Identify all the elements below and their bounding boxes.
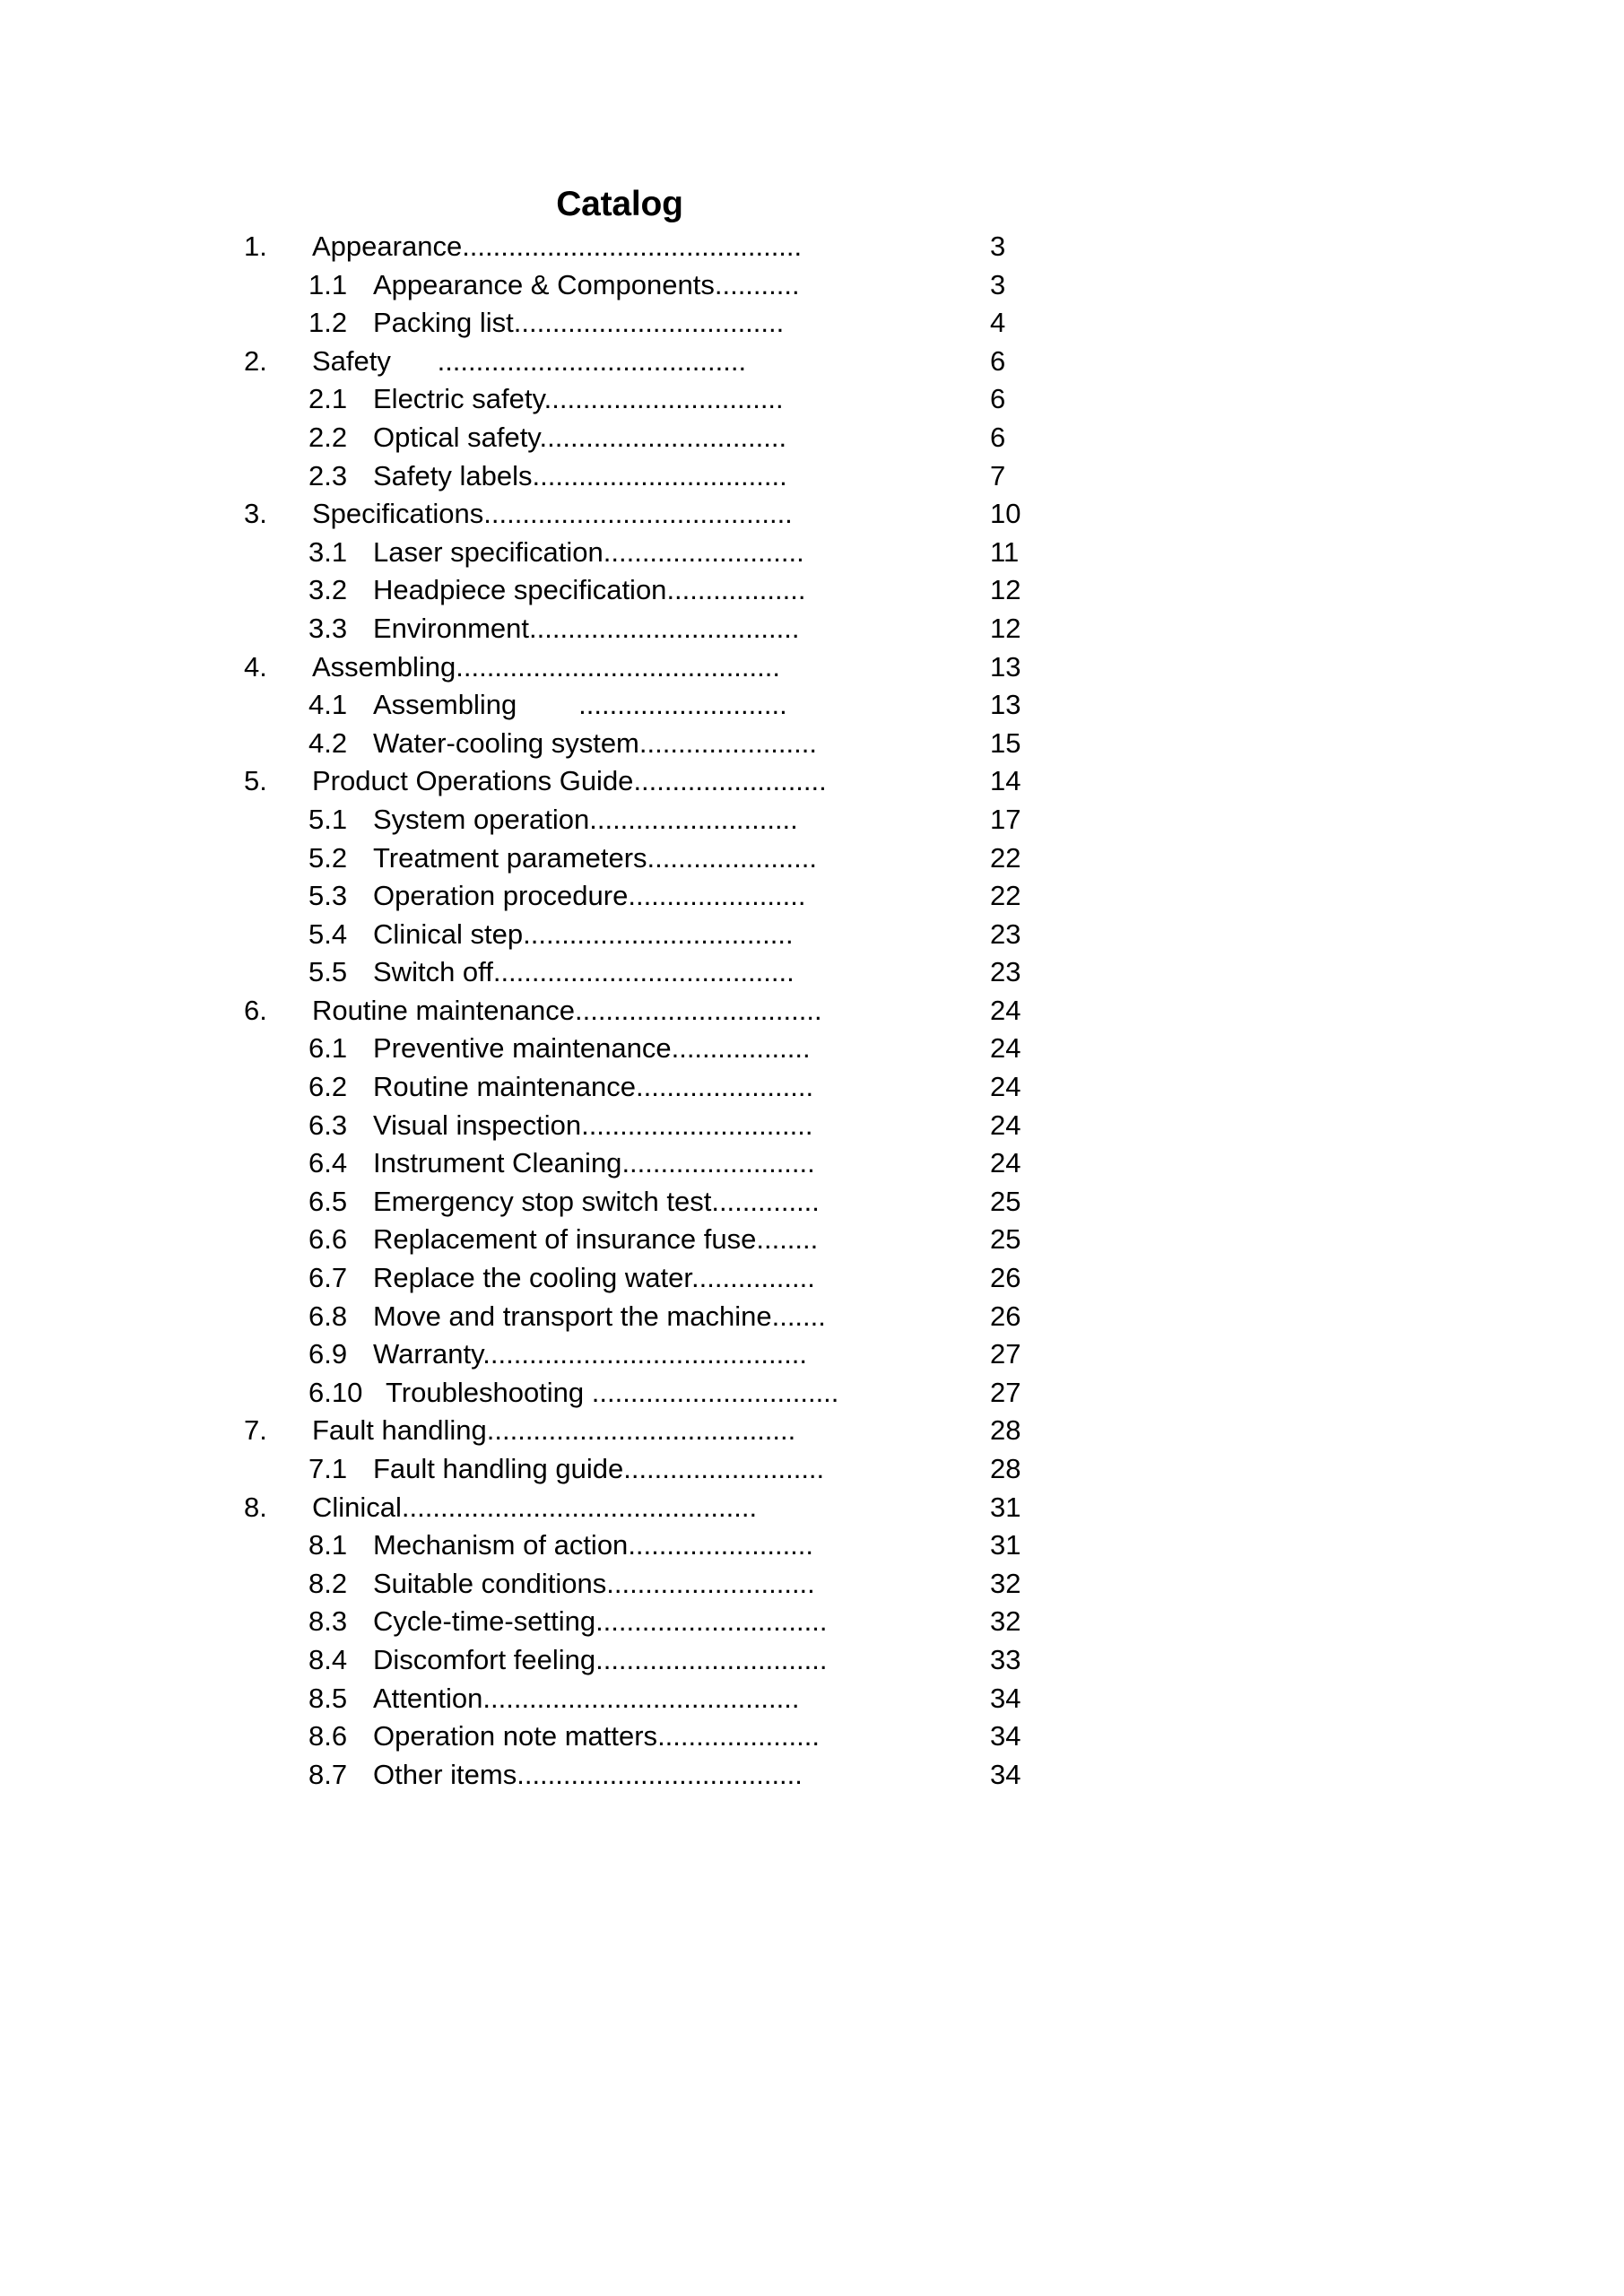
toc-entry-label: Electric safety bbox=[373, 383, 544, 415]
toc-entry-dot-leader: ..................................... bbox=[517, 1758, 803, 1790]
toc-entry-number: 4.1 bbox=[308, 689, 348, 721]
toc-entry-text bbox=[373, 686, 787, 725]
toc-entry-page-number: 26 bbox=[990, 1300, 1021, 1332]
toc-entry-label: Emergency stop switch test bbox=[373, 1185, 712, 1217]
toc-entry-page-number: 13 bbox=[990, 650, 1021, 683]
toc-entry-text bbox=[373, 457, 787, 496]
toc-entry-number: 6.8 bbox=[308, 1300, 348, 1332]
toc-entry[interactable] bbox=[244, 495, 1141, 534]
toc-entry-text bbox=[373, 1680, 800, 1718]
toc-entry-page-number: 14 bbox=[990, 765, 1021, 797]
toc-entry-dot-leader: ........................................ bbox=[486, 1414, 796, 1447]
toc-entry-label: Warranty bbox=[373, 1338, 483, 1370]
toc-entry-text bbox=[312, 228, 802, 266]
toc-entry-label: Optical safety bbox=[373, 421, 540, 453]
toc-entry-page-number: 25 bbox=[990, 1223, 1021, 1256]
toc-entry[interactable] bbox=[244, 686, 1141, 725]
toc-entry-number: 2.3 bbox=[308, 459, 348, 491]
toc-entry-label: Clinical bbox=[312, 1491, 402, 1523]
toc-entry-label: Packing list bbox=[373, 307, 514, 339]
toc-entry-text bbox=[373, 1603, 827, 1641]
toc-entry-page-number: 32 bbox=[990, 1567, 1021, 1599]
toc-entry-label: Laser specification bbox=[373, 535, 604, 568]
toc-entry[interactable] bbox=[244, 610, 1141, 648]
toc-entry-label: Routine maintenance bbox=[312, 994, 575, 1026]
toc-entry-number: 5. bbox=[244, 765, 267, 797]
toc-entry-dot-leader: ......................... bbox=[633, 765, 827, 797]
toc-entry[interactable] bbox=[244, 304, 1141, 343]
toc-entry-text bbox=[386, 1374, 838, 1413]
toc-entry-dot-leader: ................................... bbox=[523, 918, 794, 950]
toc-entry-number: 6.2 bbox=[308, 1071, 348, 1103]
toc-entry-text bbox=[373, 610, 799, 648]
toc-entry-dot-leader: ....................................... bbox=[492, 956, 795, 988]
toc-entry-page-number: 28 bbox=[990, 1414, 1021, 1447]
toc-entry-dot-leader: ....... bbox=[771, 1300, 826, 1332]
toc-entry[interactable] bbox=[244, 419, 1141, 457]
toc-entry-text bbox=[373, 801, 798, 839]
toc-entry-dot-leader: ................................. bbox=[532, 459, 787, 491]
toc-entry[interactable] bbox=[244, 1259, 1141, 1298]
toc-entry-number: 6.6 bbox=[308, 1223, 348, 1256]
toc-entry-text bbox=[373, 725, 817, 763]
toc-entry-page-number: 24 bbox=[990, 1032, 1021, 1065]
toc-entry-label: Cycle-time-setting bbox=[373, 1605, 596, 1638]
toc-entry-label: Fault handling guide bbox=[373, 1453, 624, 1484]
toc-entry-text bbox=[373, 877, 805, 916]
toc-entry-number: 5.1 bbox=[308, 803, 348, 835]
toc-entry[interactable] bbox=[244, 534, 1141, 572]
toc-entry-gap bbox=[517, 689, 578, 720]
toc-entry-dot-leader: .......................................... bbox=[482, 1338, 808, 1370]
toc-entry-page-number: 12 bbox=[990, 574, 1021, 606]
toc-entry-text bbox=[373, 1221, 818, 1259]
toc-entry-text bbox=[373, 1450, 824, 1489]
toc-entry-page-number: 10 bbox=[990, 498, 1021, 530]
toc-entry-label: Environment bbox=[373, 612, 530, 644]
toc-entry-number: 1.2 bbox=[308, 307, 348, 339]
toc-entry-label: Operation procedure bbox=[373, 880, 629, 912]
toc-entry[interactable] bbox=[244, 839, 1141, 878]
toc-entry-page-number: 24 bbox=[990, 1147, 1021, 1179]
toc-entry[interactable] bbox=[244, 648, 1141, 687]
toc-entry-label: Fault handling bbox=[312, 1414, 487, 1447]
toc-entry-text bbox=[373, 266, 800, 305]
toc-entry-page-number: 6 bbox=[990, 383, 1006, 415]
toc-entry-text bbox=[373, 1526, 813, 1565]
toc-entry-gap bbox=[391, 345, 438, 377]
toc-entry-label: Assembling bbox=[373, 689, 517, 721]
toc-entry-dot-leader: ........... bbox=[714, 268, 800, 300]
toc-entry-text bbox=[373, 1259, 815, 1298]
toc-entry-dot-leader: ...................... bbox=[647, 841, 818, 874]
toc-entry-page-number: 31 bbox=[990, 1491, 1021, 1523]
toc-entry-page-number: 6 bbox=[990, 344, 1006, 377]
toc-entry-label: Attention bbox=[373, 1682, 483, 1714]
toc-entry-page-number: 34 bbox=[990, 1682, 1021, 1714]
toc-entry-number: 6.1 bbox=[308, 1032, 348, 1065]
toc-entry-number: 8.5 bbox=[308, 1682, 348, 1714]
toc-entry-page-number: 34 bbox=[990, 1758, 1021, 1790]
toc-entry-number: 3.1 bbox=[308, 535, 348, 568]
toc-entry-number: 7.1 bbox=[308, 1453, 348, 1484]
toc-entry-text bbox=[373, 419, 786, 457]
toc-entry[interactable] bbox=[244, 1756, 1141, 1795]
toc-entry[interactable] bbox=[244, 801, 1141, 839]
toc-entry-label: Instrument Cleaning bbox=[373, 1147, 622, 1179]
toc-entry-number: 6.4 bbox=[308, 1147, 348, 1179]
toc-entry[interactable] bbox=[244, 1298, 1141, 1336]
toc-entry-number: 2. bbox=[244, 344, 267, 377]
toc-entry-label: Headpiece specification bbox=[373, 574, 667, 606]
toc-entry-dot-leader: ................................ bbox=[539, 421, 787, 453]
toc-entry-number: 3. bbox=[244, 498, 267, 530]
toc-entry-dot-leader: ........................ bbox=[628, 1529, 814, 1561]
toc-entry-text bbox=[373, 571, 805, 610]
toc-entry-dot-leader: ................................ bbox=[574, 994, 822, 1026]
toc-entry-dot-leader: .............................. bbox=[595, 1643, 828, 1675]
toc-entry-page-number: 24 bbox=[990, 994, 1021, 1026]
toc-entry[interactable] bbox=[244, 992, 1141, 1031]
toc-entry-dot-leader: .................. bbox=[671, 1032, 811, 1065]
toc-entry-text bbox=[373, 1718, 820, 1756]
toc-entry-number: 3.3 bbox=[308, 612, 348, 644]
toc-entry[interactable] bbox=[244, 1107, 1141, 1145]
toc-entry-label: System operation bbox=[373, 803, 590, 835]
toc-entry-text bbox=[373, 1107, 812, 1145]
toc-entry-page-number: 7 bbox=[990, 459, 1006, 491]
toc-entry-dot-leader: .......................... bbox=[623, 1453, 825, 1484]
toc-entry-dot-leader: ......................... bbox=[621, 1147, 815, 1179]
toc-entry[interactable] bbox=[244, 1450, 1141, 1489]
toc-entry[interactable] bbox=[244, 877, 1141, 916]
toc-entry-number: 1. bbox=[244, 230, 267, 262]
toc-entry-label: Suitable conditions bbox=[373, 1567, 607, 1599]
toc-entry-number: 2.1 bbox=[308, 383, 348, 415]
toc-entry[interactable] bbox=[244, 380, 1141, 419]
toc-entry-page-number: 31 bbox=[990, 1529, 1021, 1561]
toc-entry-number: 8.7 bbox=[308, 1758, 348, 1790]
toc-entry-page-number: 25 bbox=[990, 1185, 1021, 1217]
toc-entry-label: Routine maintenance bbox=[373, 1071, 636, 1103]
toc-entry-label: Preventive maintenance bbox=[373, 1032, 672, 1065]
toc-entry-page-number: 3 bbox=[990, 268, 1006, 300]
toc-entry-label: Safety labels bbox=[373, 459, 533, 491]
toc-entry-dot-leader: ..................... bbox=[657, 1720, 820, 1752]
toc-entry[interactable] bbox=[244, 1641, 1141, 1680]
toc-entry[interactable] bbox=[244, 1526, 1141, 1565]
toc-entry[interactable] bbox=[244, 457, 1141, 496]
toc-entry-label: Move and transport the machine bbox=[373, 1300, 772, 1332]
toc-entry-text bbox=[373, 1068, 813, 1107]
toc-entry-number: 8.2 bbox=[308, 1567, 348, 1599]
toc-entry[interactable] bbox=[244, 1144, 1141, 1183]
toc-entry-number: 2.2 bbox=[308, 421, 348, 453]
toc-entry-dot-leader: .................. bbox=[666, 574, 806, 606]
toc-entry-page-number: 4 bbox=[990, 307, 1006, 339]
toc-entry-dot-leader: ................ bbox=[691, 1262, 815, 1294]
toc-entry-text bbox=[373, 1183, 820, 1222]
toc-entry-page-number: 34 bbox=[990, 1720, 1021, 1752]
toc-entry-text bbox=[312, 343, 746, 381]
toc-entry-label: Assembling bbox=[312, 650, 456, 683]
toc-entry-page-number: 17 bbox=[990, 803, 1021, 835]
toc-entry-dot-leader: ....................... bbox=[628, 880, 806, 912]
toc-entry-page-number: 22 bbox=[990, 880, 1021, 912]
toc-entry-text bbox=[373, 534, 804, 572]
toc-entry-dot-leader: ................................... bbox=[529, 612, 800, 644]
toc-entry[interactable] bbox=[244, 1718, 1141, 1756]
toc-entry[interactable] bbox=[244, 1603, 1141, 1641]
toc-entry-number: 5.5 bbox=[308, 956, 348, 988]
toc-entry[interactable] bbox=[244, 1030, 1141, 1068]
toc-entry-page-number: 27 bbox=[990, 1338, 1021, 1370]
toc-entry-label: Other items bbox=[373, 1758, 517, 1790]
toc-entry-label: Troubleshooting bbox=[386, 1376, 585, 1408]
toc-entry-page-number: 33 bbox=[990, 1643, 1021, 1675]
toc-entry-dot-leader: .......................................... bbox=[456, 650, 780, 683]
toc-entry[interactable] bbox=[244, 343, 1141, 381]
toc-entry-number: 6. bbox=[244, 994, 267, 1026]
toc-entry-page-number: 24 bbox=[990, 1071, 1021, 1103]
toc-entry-number: 3.2 bbox=[308, 574, 348, 606]
toc-entry-page-number: 27 bbox=[990, 1376, 1021, 1408]
toc-entry-dot-leader: .............. bbox=[711, 1185, 820, 1217]
toc-entry-number: 8.4 bbox=[308, 1643, 348, 1675]
toc-entry-text bbox=[312, 495, 793, 534]
toc-entry-dot-leader: .............................. bbox=[595, 1605, 828, 1638]
toc-entry-page-number: 32 bbox=[990, 1605, 1021, 1638]
toc-entry-page-number: 26 bbox=[990, 1262, 1021, 1294]
page-title: Catalog bbox=[556, 185, 683, 223]
toc-entry-number: 7. bbox=[244, 1414, 267, 1447]
toc-entry-page-number: 28 bbox=[990, 1453, 1021, 1484]
toc-entry-page-number: 13 bbox=[990, 689, 1021, 721]
toc-entry[interactable] bbox=[244, 953, 1141, 992]
toc-entry-label: Specifications bbox=[312, 498, 484, 530]
toc-entry[interactable] bbox=[244, 916, 1141, 954]
toc-entry-page-number: 23 bbox=[990, 918, 1021, 950]
toc-entry-label: Appearance bbox=[312, 230, 463, 262]
toc-entry-page-number: 24 bbox=[990, 1109, 1021, 1141]
toc-entry-text bbox=[373, 1641, 827, 1680]
toc-entry[interactable] bbox=[244, 1068, 1141, 1107]
toc-entry[interactable] bbox=[244, 1680, 1141, 1718]
toc-entry-dot-leader: .............................................. bbox=[401, 1491, 758, 1523]
toc-entry-label: Appearance & Components bbox=[373, 268, 715, 300]
toc-entry[interactable] bbox=[244, 1489, 1141, 1527]
toc-entry-label: Replace the cooling water bbox=[373, 1262, 692, 1294]
table-of-contents-list bbox=[244, 228, 1141, 1794]
toc-entry-dot-leader: .......................... bbox=[603, 535, 804, 568]
toc-entry-text bbox=[373, 1030, 811, 1068]
toc-entry[interactable] bbox=[244, 762, 1141, 801]
toc-entry-text bbox=[373, 916, 794, 954]
toc-entry-page-number: 12 bbox=[990, 612, 1021, 644]
toc-entry-dot-leader: ....................... bbox=[635, 1071, 814, 1103]
toc-entry-page-number: 3 bbox=[990, 230, 1006, 262]
toc-entry[interactable] bbox=[244, 1374, 1141, 1413]
toc-entry-dot-leader: ......................................... bbox=[482, 1682, 800, 1714]
toc-entry-text bbox=[373, 380, 784, 419]
toc-entry-number: 8.6 bbox=[308, 1720, 348, 1752]
toc-entry-number: 8. bbox=[244, 1491, 267, 1523]
toc-entry-dot-leader: ........................................ bbox=[437, 344, 747, 377]
toc-entry-number: 4. bbox=[244, 650, 267, 683]
toc-entry-number: 4.2 bbox=[308, 726, 348, 759]
toc-entry-dot-leader: ........................................ bbox=[483, 498, 793, 530]
toc-entry[interactable] bbox=[244, 725, 1141, 763]
toc-entry-number: 5.4 bbox=[308, 918, 348, 950]
toc-entry-number: 8.3 bbox=[308, 1605, 348, 1638]
toc-entry-page-number: 6 bbox=[990, 421, 1006, 453]
toc-entry-dot-leader: ................................... bbox=[513, 307, 785, 339]
toc-entry-label: Water-cooling system bbox=[373, 726, 639, 759]
toc-entry-number: 1.1 bbox=[308, 268, 348, 300]
toc-entry-label: Switch off bbox=[373, 956, 493, 988]
toc-entry-label: Visual inspection bbox=[373, 1109, 582, 1141]
toc-entry-page-number: 11 bbox=[990, 535, 1020, 568]
toc-entry-page-number: 15 bbox=[990, 726, 1021, 759]
toc-entry[interactable] bbox=[244, 266, 1141, 305]
toc-entry-label: Mechanism of action bbox=[373, 1529, 629, 1561]
toc-entry-label: Operation note matters bbox=[373, 1720, 658, 1752]
toc-entry-number: 6.5 bbox=[308, 1185, 348, 1217]
toc-entry-label: Product Operations Guide bbox=[312, 765, 634, 797]
toc-entry-text bbox=[312, 762, 827, 801]
toc-entry-dot-leader: ........................... bbox=[578, 689, 787, 721]
toc-entry-page-number: 22 bbox=[990, 841, 1021, 874]
toc-entry-text bbox=[312, 1412, 795, 1450]
toc-entry-text bbox=[373, 839, 817, 878]
toc-entry-label: Safety bbox=[312, 344, 391, 377]
toc-entry-gap bbox=[584, 1377, 592, 1408]
toc-entry-text bbox=[373, 1335, 807, 1374]
toc-entry-number: 6.10 bbox=[308, 1376, 363, 1408]
toc-entry[interactable] bbox=[244, 1335, 1141, 1374]
toc-entry-text bbox=[312, 1489, 757, 1527]
toc-entry-text bbox=[373, 953, 795, 992]
toc-entry-text bbox=[312, 992, 822, 1031]
toc-entry-text bbox=[373, 1298, 826, 1336]
toc-entry-dot-leader: ............................... bbox=[543, 383, 784, 415]
toc-entry-label: Discomfort feeling bbox=[373, 1643, 596, 1675]
toc-entry-text bbox=[373, 1565, 815, 1604]
toc-entry[interactable] bbox=[244, 571, 1141, 610]
toc-entry-number: 5.2 bbox=[308, 841, 348, 874]
toc-entry-number: 6.9 bbox=[308, 1338, 348, 1370]
toc-entry-number: 5.3 bbox=[308, 880, 348, 912]
toc-entry-number: 6.7 bbox=[308, 1262, 348, 1294]
toc-entry-page-number: 23 bbox=[990, 956, 1021, 988]
toc-entry-number: 8.1 bbox=[308, 1529, 348, 1561]
toc-entry-dot-leader: ........................... bbox=[606, 1567, 815, 1599]
toc-entry-text bbox=[373, 1144, 815, 1183]
toc-entry-dot-leader: ........ bbox=[756, 1223, 819, 1256]
toc-entry-dot-leader: ................................ bbox=[591, 1376, 839, 1408]
toc-entry-text bbox=[312, 648, 780, 687]
toc-entry[interactable] bbox=[244, 228, 1141, 266]
toc-entry-label: Treatment parameters bbox=[373, 841, 647, 874]
toc-entry-label: Replacement of insurance fuse bbox=[373, 1223, 757, 1256]
toc-entry-text bbox=[373, 1756, 803, 1795]
toc-entry-number: 6.3 bbox=[308, 1109, 348, 1141]
toc-entry-text bbox=[373, 304, 784, 343]
toc-entry-label: Clinical step bbox=[373, 918, 524, 950]
toc-entry-dot-leader: ........................... bbox=[589, 803, 798, 835]
toc-entry[interactable] bbox=[244, 1183, 1141, 1222]
toc-entry-dot-leader: ............................................ bbox=[462, 230, 803, 262]
toc-entry[interactable] bbox=[244, 1412, 1141, 1450]
toc-entry-dot-leader: ....................... bbox=[638, 726, 817, 759]
toc-entry[interactable] bbox=[244, 1565, 1141, 1604]
toc-entry[interactable] bbox=[244, 1221, 1141, 1259]
toc-entry-dot-leader: .............................. bbox=[581, 1109, 813, 1141]
